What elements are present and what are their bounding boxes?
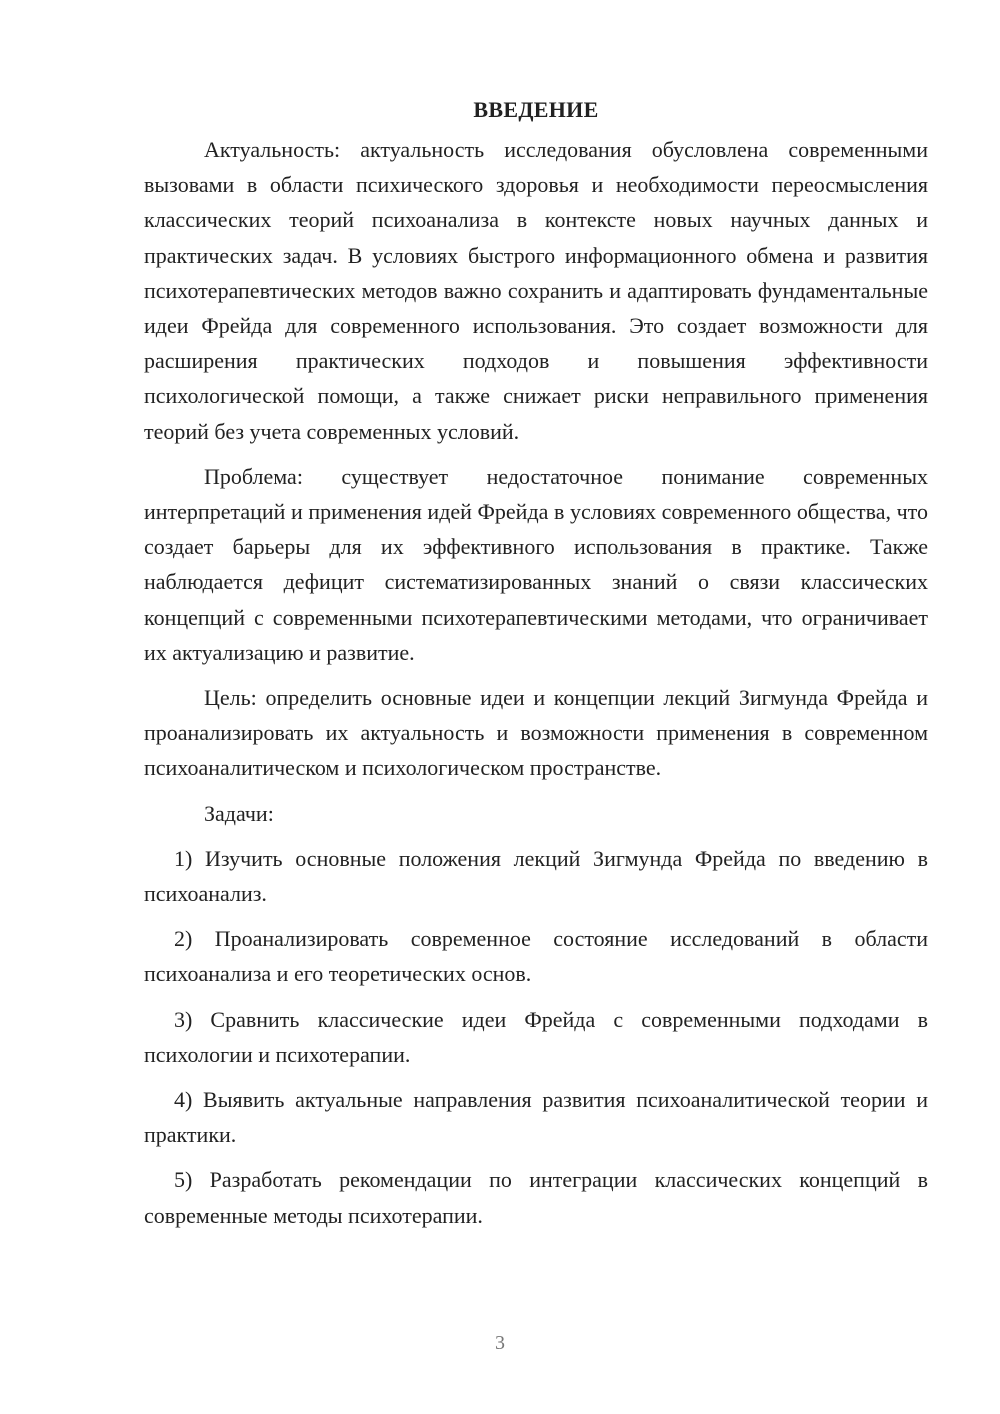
tasks-label: Задачи:	[204, 800, 274, 826]
paragraph-relevance: Актуальность: актуальность исследования обусловлена современными вызовами в области психического здоровья и необходимости переосмысления классических теорий психоанализа в контексте новых научных данных и практических задач. В условиях быстрого информационного обмена и развития психотерапевтических методов важно сохранить и адаптировать фундаментальные идеи Фрейда для современного использования. Это создает возможности для расширения практических подходов и повышения эффективности психологической помощи, а также снижает риски неправильного применения теорий без учета современных условий.	[144, 137, 928, 444]
list-item: 2) Проанализировать современное состояние исследований в области психоанализа и его теоретических основ.	[144, 926, 928, 987]
list-item: 3) Сравнить классические идеи Фрейда с современными подходами в психологии и психотерапии.	[144, 1006, 928, 1067]
tasks-list	[144, 841, 928, 1233]
page-number: 3	[495, 1332, 505, 1354]
paragraph-problem: Проблема: существует недостаточное понимание современных интерпретаций и применения идей Фрейда в условиях современного общества, что создает барьеры для их эффективного использования в практике. Также наблюдается дефицит систематизированных знаний о связи классических концепций с современными психотерапевтическими методами, что ограничивает их актуализацию и развитие.	[144, 463, 928, 665]
list-item: 4) Выявить актуальные направления развития психоаналитической теории и практики.	[144, 1087, 928, 1148]
section-heading: ВВЕДЕНИЕ	[473, 97, 599, 122]
list-item: 5) Разработать рекомендации по интеграции классических концепций в современные методы психотерапии.	[144, 1167, 928, 1228]
list-item: 1) Изучить основные положения лекций Зигмунда Фрейда по введению в психоанализ.	[144, 845, 928, 907]
paragraph-goal: Цель: определить основные идеи и концепции лекций Зигмунда Фрейда и проанализировать их актуальность и возможности применения в современном психоаналитическом и психологическом пространстве.	[144, 685, 928, 781]
document-page	[144, 92, 928, 1243]
